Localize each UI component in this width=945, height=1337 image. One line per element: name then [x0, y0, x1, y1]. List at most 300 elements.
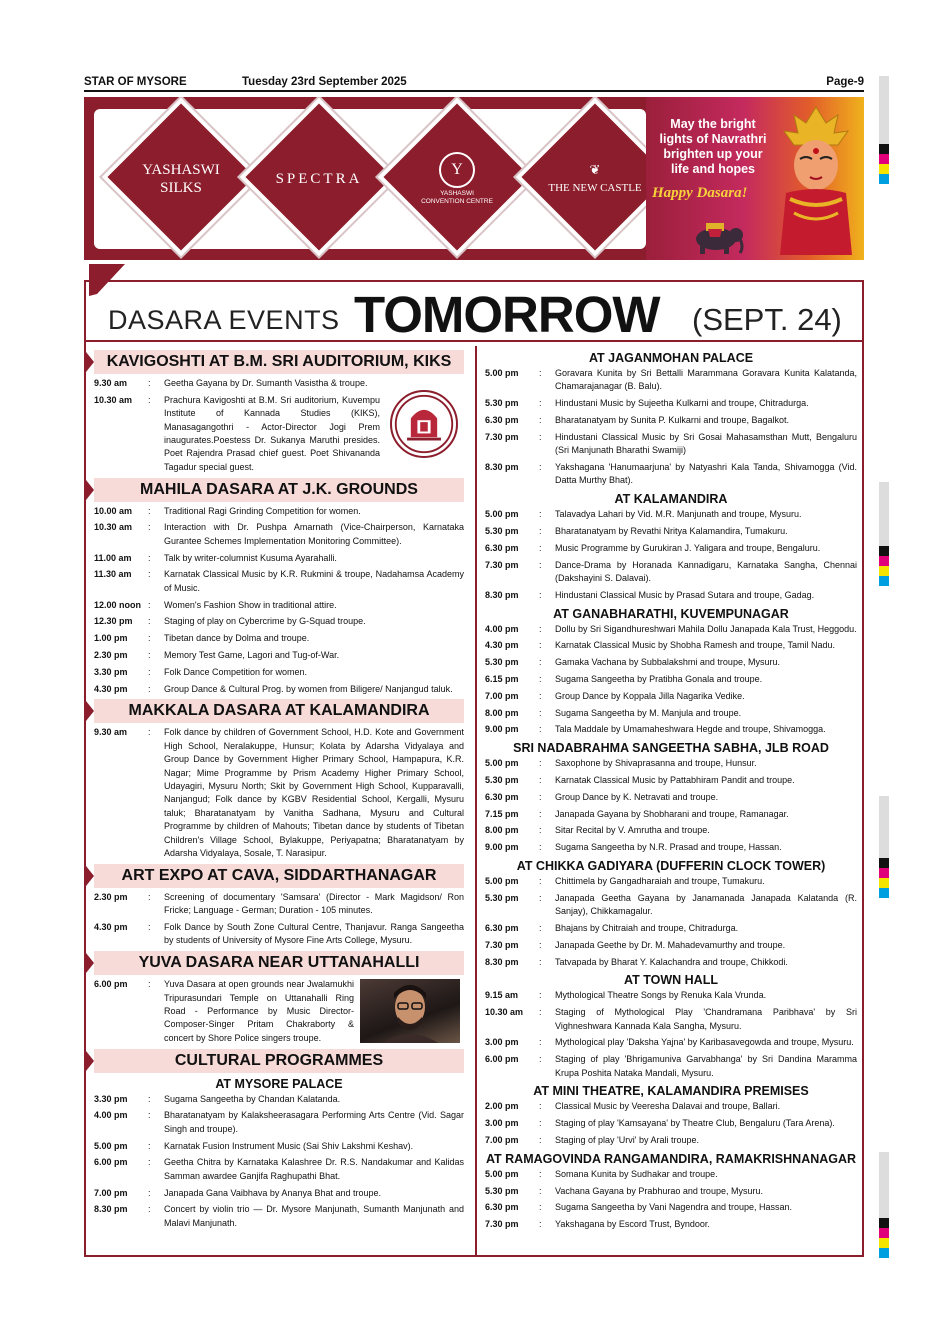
section-title: CULTURAL PROGRAMMES — [94, 1049, 464, 1073]
event-separator: : — [539, 724, 542, 735]
section-title: AT CHIKKA GADIYARA (DUFFERIN CLOCK TOWER) — [516, 858, 826, 873]
event-time: 12.30 pm — [94, 616, 133, 627]
event-time: 11.30 am — [94, 569, 132, 580]
event-time: 1.00 pm — [94, 633, 128, 644]
section-title: ART EXPO AT CAVA, SIDDARTHANAGAR — [94, 864, 464, 888]
event-separator: : — [539, 1007, 542, 1018]
event-time: 11.00 am — [94, 552, 132, 563]
event-description: Staging of play 'Bhrigamuniva Garvabhanga' by Sri Dandina Maramma Krupa Poshita Nataka Mandali, Mysuru. — [555, 1054, 857, 1078]
event-separator: : — [148, 1140, 151, 1151]
event-description: Hindustani Classical Music by Sri Gosai Mahasamsthan Mutt, Bengaluru (Sri Manjunath Bharathi Swamiji) — [555, 431, 857, 456]
event-time: 3.00 pm — [485, 1037, 519, 1048]
advert-banner — [84, 97, 864, 260]
masthead — [84, 76, 864, 92]
event-time: 9.15 am — [485, 990, 519, 1001]
event-separator: : — [539, 842, 542, 853]
event-description: Staging of Mythological Play 'Chandramana Paribhava' by Sri Vighneshwara Kannada Kala Sangha, Mysuru. — [555, 1007, 857, 1031]
section-title: YUVA DASARA NEAR UTTANAHALLI — [94, 951, 464, 975]
event-row — [485, 989, 857, 1002]
event-separator: : — [539, 542, 542, 553]
event-time: 6.00 pm — [94, 1157, 128, 1168]
column-divider — [475, 346, 477, 1256]
greeting-panel — [646, 97, 864, 260]
event-description: Tala Maddale by Umamaheshwara Hegde and troupe, Shivamogga. — [555, 724, 826, 735]
section-kavigoshti-at-b-m-sri-auditorium-kiks — [94, 350, 464, 474]
event-time: 10.00 am — [94, 505, 133, 516]
section-at-town-hall — [485, 972, 857, 1080]
event-description: Folk Dance Competition for women. — [164, 666, 308, 677]
event-separator: : — [539, 509, 542, 520]
convention-emblem-icon: Y — [439, 152, 475, 188]
event-separator: : — [148, 505, 151, 516]
event-separator: : — [539, 875, 542, 886]
section-title: KAVIGOSHTI AT B.M. SRI AUDITORIUM, KIKS — [94, 350, 464, 374]
brand-panel — [94, 109, 646, 249]
goddess-durga-icon — [772, 103, 860, 255]
event-description: Karnatak Classical Music by Shobha Ramesh and troupe, Tamil Nadu. — [555, 640, 835, 651]
event-row — [94, 1140, 464, 1153]
event-time: 6.30 pm — [485, 415, 519, 425]
event-row — [485, 1036, 857, 1049]
section-yuva-dasara-near-uttanahalli — [94, 951, 464, 1045]
section-subtitle: AT MYSORE PALACE — [215, 1076, 343, 1091]
event-separator: : — [539, 623, 542, 634]
event-separator: : — [148, 552, 151, 563]
event-description: Folk dance by children of Government School, H.D. Kote and Government High School, Neralakuppe, Hunsur; Kolata by Adarsha Vidyalaya and Group Dance by Government Higher Primary School, Hampapura, K.R. Nagar; Mime Programme by Prism Academy Higher Primary School, Udayagiri, Mysuru North; Skit by Government High School, Kupparavalli, Nanjangud; Folk dance by KGBV Residential School, Kergalli, Mysuru taluk; Bharatanatyam by Vanitha Sadhana, Mysuru and Cultural Programme by children of Mahouts; Tibetan dance by students of Tibetan Children's Village School, Bylakuppe, Periyapatna; Bharatanatyam by Adarsha Vidyalaya, Sosale, T. Narasipur. — [164, 727, 464, 859]
event-row — [485, 757, 857, 770]
event-separator: : — [539, 526, 542, 536]
registration-bar — [879, 796, 889, 894]
event-row — [485, 1053, 857, 1080]
event-time: 7.00 pm — [94, 1187, 128, 1198]
event-separator: : — [539, 1118, 542, 1129]
event-description: Somana Kunita by Sudhakar and troupe. — [555, 1168, 718, 1179]
event-row — [485, 892, 857, 919]
section-at-kalamandira — [485, 491, 857, 602]
event-description: Bhajans by Chitraiah and troupe, Chitradurga. — [555, 922, 739, 933]
greeting-tagline: May the bright lights of Navrathri brighten up your life and hopes — [659, 117, 767, 176]
event-row — [485, 841, 857, 854]
event-time: 4.30 pm — [94, 922, 128, 933]
event-row — [94, 683, 464, 696]
event-row — [485, 774, 857, 787]
event-time: 10.30 am — [94, 522, 133, 533]
event-description: Sugama Sangeetha by M. Manjula and troupe. — [555, 707, 742, 718]
event-row — [485, 461, 857, 488]
event-separator: : — [539, 640, 542, 651]
event-description: Dance-Drama by Horanada Kannadigaru, Karnataka Sangha, Chennai (Dakshayini S. Dalavai). — [555, 559, 857, 583]
issue-date: Tuesday 23rd September 2025 — [242, 76, 407, 88]
event-separator: : — [148, 1110, 151, 1121]
section-title: AT RAMAGOVINDA RANGAMANDIRA, RAMAKRISHNANAGAR — [485, 1151, 857, 1166]
event-time: 5.00 pm — [485, 1168, 519, 1179]
event-description: Vachana Gayana by Prabhurao and troupe, Mysuru. — [555, 1185, 763, 1196]
event-description: Staging of play 'Kamsayana' by Theatre Club, Bengaluru (Tara Arena). — [555, 1118, 835, 1129]
section-at-jaganmohan-palace — [485, 350, 857, 488]
event-time: 2.30 pm — [94, 891, 128, 902]
event-time: 5.30 pm — [485, 774, 519, 785]
section-makkala-dasara-at-kalamandira — [94, 699, 464, 860]
event-separator: : — [148, 666, 151, 677]
page-number: Page-9 — [826, 76, 864, 88]
section-title: AT MINI THEATRE, KALAMANDIRA PREMISES — [533, 1084, 809, 1099]
event-separator: : — [148, 616, 151, 627]
section-title: MAKKALA DASARA AT KALAMANDIRA — [94, 699, 464, 723]
event-description: Saxophone by Shivaprasanna and troupe, Hunsur. — [555, 758, 757, 769]
event-row — [485, 723, 857, 736]
event-separator: : — [148, 1157, 151, 1168]
event-description: Janapada Gayana by Shobharani and troupe, Ramanagar. — [555, 808, 789, 819]
event-row — [94, 1187, 464, 1200]
event-description: Folk Dance by South Zone Cultural Centre, Thanjavur. Ranga Sangeetha by students of University of Mysore Fine Arts College, Mysuru. — [164, 922, 464, 946]
event-row — [485, 791, 857, 804]
event-description: Classical Music by Veeresha Dalavai and troupe, Ballari. — [555, 1101, 781, 1112]
event-description: Janapada Gana Vaibhava by Ananya Bhat and troupe. — [164, 1187, 382, 1198]
event-description: Talavadya Lahari by Vid. M.R. Manjunath and troupe, Mysuru. — [555, 509, 802, 520]
headline-main: TOMORROW — [354, 286, 660, 343]
event-row — [485, 397, 857, 410]
event-time: 6.15 pm — [485, 673, 519, 684]
event-description: Music Programme by Gurukiran J. Yaligara and troupe, Bengaluru. — [555, 542, 821, 553]
event-row — [485, 673, 857, 686]
event-time: 9.30 am — [94, 378, 128, 388]
event-row — [94, 726, 464, 860]
event-row — [485, 939, 857, 952]
event-description: Mythological Theatre Songs by Renuka Kala Vrunda. — [555, 990, 767, 1001]
event-description: Screening of documentary 'Samsara' (Director - Mark Magidson/ Ron Fricke; Language - German; Duration - 105 minutes. — [164, 891, 464, 916]
event-row — [485, 367, 857, 394]
event-row — [485, 875, 857, 888]
event-time: 3.00 pm — [485, 1118, 519, 1129]
event-row — [485, 542, 857, 555]
singer-portrait-icon — [360, 979, 460, 1043]
event-separator: : — [539, 825, 542, 836]
event-description: Gamaka Vachana by Subbalakshmi and troupe, Mysuru. — [555, 657, 780, 668]
event-time: 10.30 am — [485, 1007, 524, 1018]
event-description: Geetha Chitra by Karnataka Kalashree Dr. R.S. Nandakumar and Kalidas Samman awardee Ganjifa Raghupathi Bhat. — [164, 1157, 464, 1181]
event-description: Staging of play on Cybercrime by G-Squad troupe. — [164, 616, 366, 627]
event-time: 8.00 pm — [485, 707, 519, 718]
event-time: 6.30 pm — [485, 1202, 519, 1213]
event-separator: : — [539, 1101, 542, 1112]
brand-label: THE NEW CASTLE — [548, 182, 642, 194]
event-row — [94, 632, 464, 645]
section-title: SRI NADABRAHMA SANGEETHA SABHA, JLB ROAD — [513, 741, 829, 756]
event-separator: : — [539, 1054, 542, 1065]
brand-yashaswi-silks — [111, 109, 251, 249]
event-separator: : — [539, 774, 542, 785]
event-description: Sugama Sangeetha by Pratibha Gonala and troupe. — [555, 673, 763, 684]
event-row — [485, 508, 857, 521]
section-at-ramagovinda-rangamandira-ramakrishnan — [485, 1151, 857, 1232]
event-time: 9.00 pm — [485, 842, 519, 853]
event-time: 9.30 am — [94, 727, 128, 738]
event-row — [94, 666, 464, 679]
event-separator: : — [539, 431, 542, 442]
event-separator: : — [539, 559, 542, 570]
event-time: 5.30 pm — [485, 657, 519, 668]
event-description: Yuva Dasara at open grounds near Jwalamukhi Tripurasundari Temple on Uttanahalli Ring Road - Performance by Music Director-Composer-Singer Pritam Chakraborty & concert by Shore Police singers troupe. — [164, 979, 354, 1043]
event-separator: : — [148, 378, 151, 388]
event-time: 2.00 pm — [485, 1101, 519, 1112]
event-description: Talk by writer-columnist Kusuma Ayarahalli. — [164, 552, 337, 563]
event-description: Interaction with Dr. Pushpa Amarnath (Vice-Chairperson, Karnataka Gurantee Schemes Implementation Monitoring Committee). — [164, 522, 464, 546]
elephant-icon — [686, 215, 746, 255]
event-separator: : — [539, 462, 542, 472]
section-title: AT JAGANMOHAN PALACE — [588, 351, 754, 365]
event-row — [485, 1185, 857, 1198]
event-description: Sugama Sangeetha by Vani Nagendra and troupe, Hassan. — [555, 1202, 792, 1213]
event-time: 4.00 pm — [94, 1110, 128, 1121]
event-separator: : — [539, 990, 542, 1001]
event-separator: : — [148, 522, 151, 533]
event-time: 7.30 pm — [485, 559, 519, 570]
event-time: 6.30 pm — [485, 922, 519, 933]
brand-label: CONVENTION CENTRE — [421, 198, 493, 205]
event-row — [485, 1006, 857, 1033]
event-row — [94, 649, 464, 662]
event-separator: : — [539, 589, 542, 600]
event-time: 7.30 pm — [485, 939, 519, 950]
event-separator: : — [539, 892, 542, 903]
event-separator: : — [539, 1219, 542, 1230]
event-separator: : — [539, 1134, 542, 1145]
event-separator: : — [148, 1204, 151, 1215]
event-row — [485, 1168, 857, 1181]
event-row — [94, 505, 464, 518]
event-description: Chittimela by Gangadharaiah and troupe, Tumakuru. — [555, 875, 765, 886]
event-separator: : — [539, 1037, 542, 1048]
event-separator: : — [539, 956, 542, 967]
event-description: Memory Test Game, Lagori and Tug-of-War. — [164, 650, 340, 661]
right-column — [485, 350, 857, 1235]
event-description: Yakshagana by Escord Trust, Byndoor. — [555, 1219, 710, 1230]
event-separator: : — [539, 707, 542, 718]
event-time: 5.00 pm — [485, 758, 519, 769]
event-row — [485, 1218, 857, 1231]
event-time: 8.30 pm — [485, 956, 519, 967]
event-time: 7.15 pm — [485, 808, 519, 819]
event-time: 6.30 pm — [485, 791, 519, 802]
event-time: 10.30 am — [94, 394, 133, 405]
event-description: Tibetan dance by Dolma and troupe. — [164, 633, 310, 644]
event-time: 5.30 pm — [485, 1185, 519, 1196]
event-separator: : — [148, 633, 151, 644]
event-description: Prachura Kavigoshti at B.M. Sri auditorium, Kuvempu Institute of Kannada Studies (KIKS), Manasagangothri - Actor-Director Jogi Prem inaugurates.Poestess Dr. Sukanya Maruthi presides. Poet Rajendra Prasad chief guest. Poet Shivananda Tagadur special guest. — [164, 394, 380, 472]
event-description: Concert by violin trio — Dr. Mysore Manjunath, Sumanth Manjunath and Malavi Manjunath. — [164, 1204, 464, 1228]
event-separator: : — [539, 690, 542, 701]
brand-spectra — [249, 109, 389, 249]
registration-bar — [879, 482, 889, 582]
event-time: 3.30 pm — [94, 1093, 128, 1104]
section-at-chikka-gadiyara-dufferin-clock-tower — [485, 858, 857, 969]
headline-suffix: (SEPT. 24) — [692, 302, 842, 337]
event-separator: : — [148, 569, 151, 580]
section-title: AT TOWN HALL — [624, 973, 718, 988]
event-row — [94, 1093, 464, 1106]
brand-label: YASHASWI — [142, 162, 220, 178]
section-title: AT GANABHARATHI, KUVEMPUNAGAR — [553, 606, 789, 621]
event-row — [485, 623, 857, 636]
event-row — [485, 639, 857, 652]
event-time: 5.30 pm — [485, 526, 519, 536]
event-separator: : — [148, 922, 151, 933]
event-row — [94, 599, 464, 612]
event-row — [94, 891, 464, 918]
event-separator: : — [539, 758, 542, 769]
event-description: Goravara Kunita by Sri Bettalli Marammana Goravara Kunita Kalatanda, Chamarajanagar (B. Balu). — [555, 368, 857, 392]
event-separator: : — [148, 891, 151, 902]
event-description: Hindustani Music by Sujeetha Kulkarni and troupe, Chitradurga. — [555, 398, 809, 409]
event-row — [485, 956, 857, 969]
section-cultural-programmes — [94, 1049, 464, 1231]
event-row — [485, 808, 857, 821]
event-description: Bharatanatyam by Kalaksheerasagara Performing Arts Centre (Vid. Sagar Singh and troupe). — [164, 1110, 464, 1134]
event-separator: : — [539, 673, 542, 684]
event-description: Women's Fashion Show in traditional attire. — [164, 599, 337, 610]
section-title: MAHILA DASARA AT J.K. GROUNDS — [94, 478, 464, 502]
event-time: 4.00 pm — [485, 623, 519, 634]
event-row — [485, 922, 857, 935]
event-row — [94, 568, 464, 595]
page-headline — [86, 282, 862, 342]
event-time: 4.30 pm — [485, 640, 519, 651]
event-row — [485, 414, 857, 427]
section-at-mini-theatre-kalamandira-premises — [485, 1083, 857, 1147]
event-time: 8.00 pm — [485, 825, 519, 836]
event-time: 9.00 pm — [485, 724, 519, 735]
event-description: Sugama Sangeetha by N.R. Prasad and troupe, Hassan. — [555, 842, 782, 853]
event-description: Yakshagana 'Hanumaarjuna' by Natyashri Kala Tanda, Shivamogga (Vid. Datta Murthy Bhat). — [555, 462, 857, 486]
event-separator: : — [539, 368, 542, 378]
event-separator: : — [539, 398, 542, 409]
event-description: Karnatak Fusion Instrument Music (Sai Shiv Lakshmi Keshav). — [164, 1140, 414, 1151]
left-column — [94, 350, 464, 1234]
kiks-emblem-icon — [390, 390, 458, 458]
event-time: 4.30 pm — [94, 683, 128, 694]
event-separator: : — [539, 415, 542, 425]
event-row — [485, 589, 857, 602]
event-row — [94, 552, 464, 565]
brand-label: SILKS — [160, 180, 202, 196]
event-time: 8.30 pm — [485, 589, 519, 600]
event-row — [94, 921, 464, 948]
event-separator: : — [148, 1187, 151, 1198]
brand-label: SPECTRA — [275, 171, 363, 187]
event-separator: : — [539, 657, 542, 668]
event-row — [485, 431, 857, 458]
event-description: Staging of play 'Urvi' by Arali troupe. — [555, 1134, 700, 1145]
event-separator: : — [148, 979, 151, 990]
event-description: Karnatak Classical Music by K.R. Rukmini & troupe, Nadahamsa Academy of Music. — [164, 569, 464, 593]
event-time: 12.00 noon — [94, 599, 142, 610]
paper-name: STAR OF MYSORE — [84, 76, 187, 88]
event-row — [94, 978, 354, 1045]
event-time: 6.00 pm — [485, 1054, 519, 1065]
event-time: 7.00 pm — [485, 1134, 519, 1145]
event-time: 8.30 pm — [94, 1204, 128, 1215]
event-time: 6.00 pm — [94, 979, 128, 990]
registration-bar — [879, 1152, 889, 1254]
section-at-ganabharathi-kuvempunagar — [485, 606, 857, 737]
event-separator: : — [539, 808, 542, 819]
event-description: Bharatanatyam by Sunita P. Kulkarni and troupe, Bagalkot. — [555, 415, 789, 425]
event-row — [94, 1156, 464, 1183]
event-description: Traditional Ragi Grinding Competition for women. — [164, 505, 361, 516]
event-time: 5.00 pm — [485, 368, 519, 378]
event-time: 3.30 pm — [94, 666, 128, 677]
event-row — [485, 824, 857, 837]
greeting-text: Happy Dasara! — [652, 185, 748, 201]
event-separator: : — [539, 1168, 542, 1179]
event-time: 7.30 pm — [485, 431, 519, 442]
event-description: Dollu by Sri Sigandhureshwari Mahila Dollu Janapada Kala Trust, Heggodu. — [555, 623, 857, 634]
event-time: 5.00 pm — [485, 875, 519, 886]
event-time: 7.00 pm — [485, 690, 519, 701]
event-row — [94, 615, 464, 628]
event-time: 5.30 pm — [485, 398, 519, 409]
event-row — [485, 525, 857, 538]
event-description: Sugama Sangeetha by Chandan Kalatanda. — [164, 1093, 341, 1104]
event-separator: : — [148, 599, 151, 610]
event-separator: : — [539, 922, 542, 933]
event-description: Hindustani Classical Music by Prasad Sutara and troupe, Gadag. — [555, 589, 815, 600]
event-row — [485, 559, 857, 586]
event-separator: : — [539, 1202, 542, 1213]
event-time: 8.30 pm — [485, 462, 519, 472]
event-time: 5.30 pm — [485, 892, 519, 903]
event-time: 7.30 pm — [485, 1219, 519, 1230]
section-art-expo-at-cava-siddarthanagar — [94, 864, 464, 948]
event-row — [485, 656, 857, 669]
event-separator: : — [148, 727, 151, 738]
event-row — [485, 1201, 857, 1214]
section-sri-nadabrahma-sangeetha-sabha-jlb-road — [485, 740, 857, 854]
event-row — [485, 690, 857, 703]
event-time: 5.00 pm — [94, 1140, 128, 1151]
section-mahila-dasara-at-j-k-grounds — [94, 478, 464, 696]
events-frame — [84, 280, 864, 1257]
event-row — [94, 1203, 464, 1230]
registration-bar — [879, 76, 889, 180]
castle-ornament-icon: ❦ — [589, 162, 601, 177]
event-row — [94, 521, 464, 548]
event-description: Sitar Recital by V. Amrutha and troupe. — [555, 825, 710, 836]
event-description: Group Dance & Cultural Prog. by women from Biligere/ Nanjangud taluk. — [164, 683, 453, 694]
event-separator: : — [148, 683, 151, 694]
event-separator: : — [148, 1093, 151, 1104]
event-row — [485, 1117, 857, 1130]
event-time: 6.30 pm — [485, 542, 519, 553]
event-description: Janapada Geetha Gayana by Janamanada Janapada Kalatanda (R. Sanjay), Chikkamagalur. — [555, 892, 857, 917]
brand-yashaswi-convention — [387, 109, 527, 249]
event-description: Group Dance by Koppala Jilla Nagarika Vedike. — [555, 690, 745, 701]
event-description: Karnatak Classical Music by Pattabhiram Pandit and troupe. — [555, 774, 795, 785]
event-time: 5.00 pm — [485, 509, 519, 520]
event-row — [485, 707, 857, 720]
event-separator: : — [539, 791, 542, 802]
event-description: Geetha Gayana by Dr. Sumanth Vasistha & troupe. — [164, 378, 368, 388]
event-row — [94, 1109, 464, 1136]
event-row — [94, 394, 380, 474]
section-title: AT KALAMANDIRA — [614, 492, 728, 507]
headline-prefix: DASARA EVENTS — [108, 305, 340, 335]
brand-new-castle — [525, 109, 665, 249]
event-description: Bharatanatyam by Revathi Nritya Kalamandira, Tumakuru. — [555, 526, 788, 536]
event-row — [94, 377, 380, 390]
event-description: Janapada Geethe by Dr. M. Mahadevamurthy and troupe. — [555, 939, 786, 950]
event-description: Group Dance by K. Netravati and troupe. — [555, 791, 719, 802]
